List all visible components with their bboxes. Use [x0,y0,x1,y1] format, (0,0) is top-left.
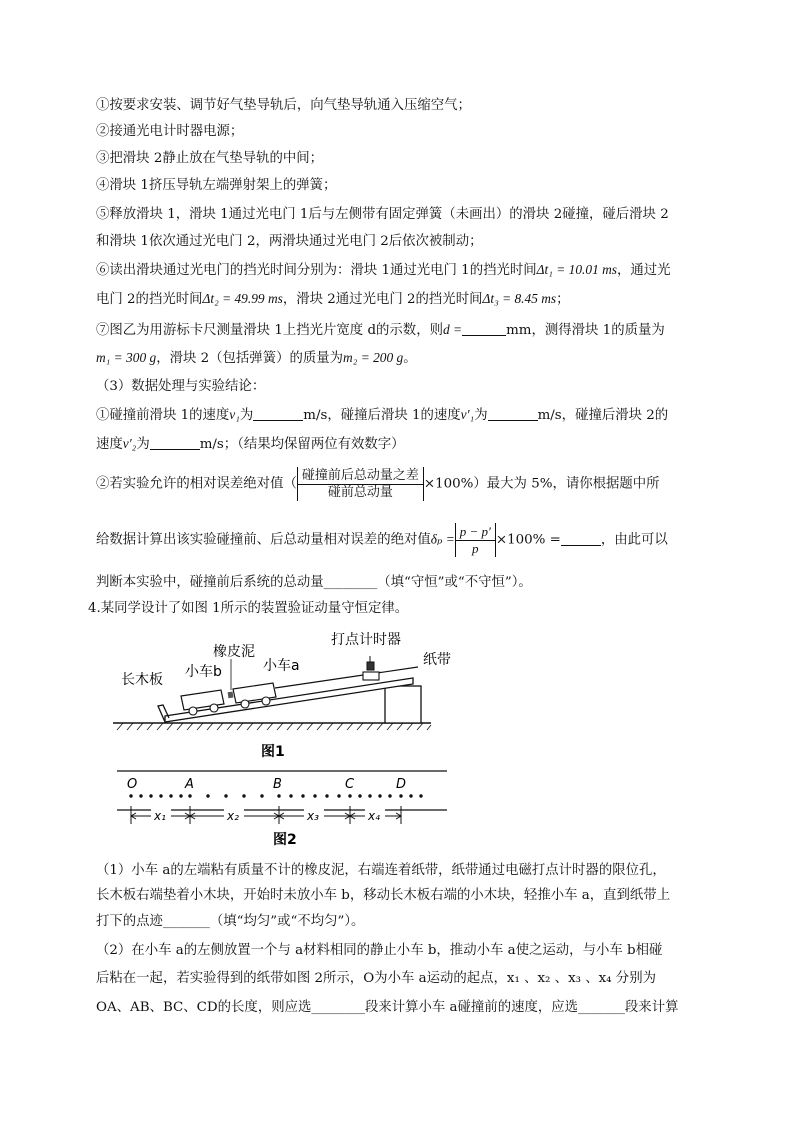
label-putty: 橡皮泥 [213,644,255,660]
part3-q1-line-2: 速度v′₂为 m/s；（结果均保留两位有效数字） [96,436,405,452]
label-tape: 纸带 [423,652,451,668]
q4-part2-line-3: OA、AB、BC、CD的长度，则应选________段来计算小车 a碰撞前的速度，应选_______段来计算 [96,1000,679,1015]
wooden-block [385,686,421,723]
segment-x3: x₃ [307,809,319,823]
segment-x2: x₂ [227,809,239,823]
mass-m1: m₁ = 300 g [96,350,157,365]
figure-2-tape [113,768,453,848]
segment-markers [131,806,401,824]
segment-x1: x₁ [154,809,166,823]
step-7-line-2: m₁ = 300 g，滑块 2（包括弹簧）的质量为m₂ = 200 g。 [96,350,417,366]
part3-heading: （3）数据处理与实验结论： [96,379,266,394]
step-6-line-1: ⑥读出滑块通过光电门的挡光时间分别为：滑块 1通过光电门 1的挡光时间Δt₁ = 10.01 ms，通过光 [96,262,671,278]
figure-1-caption: 图1 [261,744,285,760]
label-timer: 打点计时器 [331,632,401,648]
step-3: ③把滑块 2静止放在气垫导轨的中间； [96,151,324,166]
delta-t1: Δt₁ = 10.01 ms [536,262,617,277]
q4-part2-line-2: 后粘在一起，若实验得到的纸带如图 2所示，O为小车 a运动的起点，x₁ 、x₂ 、x₃ 、x₄ 分别为 [96,971,656,986]
answer-blank-v1-prime[interactable] [488,406,538,421]
q4-part2-line-1: （2）在小车 a的左侧放置一个与 a材料相同的静止小车 b，推动小车 a使之运动，与小车 b相碰 [96,943,663,958]
point-O: O [127,777,138,792]
part3-q2-line-3: 判断本实验中，碰撞前后系统的总动量________（填“守恒”或“不守恒”）。 [96,575,532,590]
dot-timer [363,656,379,680]
mass-m2: m₂ = 200 g [343,350,404,365]
tape-dots [129,794,422,797]
ground-hatching [117,723,431,730]
delta-t3: Δt₃ = 8.45 ms [482,291,557,306]
step-5-line-1: ⑤释放滑块 1，滑块 1通过光电门 1后与左侧带有固定弹簧（未画出）的滑块 2碰撞，碰后滑块 2 [96,207,669,222]
answer-blank-d[interactable] [462,321,506,336]
label-cart-a: 小车a [263,658,300,674]
answer-blank-v1[interactable] [253,406,303,421]
q4-part1-line-2: 长木板右端垫着小木块，开始时未放小车 b，移动长木板右端的小木块，轻推小车 a，直到纸带上 [96,888,671,903]
part3-q1-line-1: ①碰撞前滑块 1的速度v₁为 m/s，碰撞后滑块 1的速度v′₁为 m/s，碰撞后滑块 2的 [96,407,669,423]
q4-part1-line-3: 打下的点迹_______（填“均匀”或“不均匀”）。 [96,914,365,929]
label-board: 长木板 [121,672,163,688]
step-5-line-2: 和滑块 1依次通过光电门 2，两滑块通过光电门 2后依次被制动； [96,234,483,249]
answer-blank-v2-prime[interactable] [150,435,200,450]
point-C: C [345,777,355,792]
segment-x4: x₄ [368,809,380,823]
step-1: ①按要求安装、调节好气垫导轨后，向气垫导轨通入压缩空气； [96,98,471,113]
step-7-line-1: ⑦图乙为用游标卡尺测量滑块 1上挡光片宽度 d的示数，则d = mm，测得滑块 1的质量为 [96,322,665,338]
delta-p-fraction: $\frac{p - p'}{p}$ [456,524,495,557]
point-A: A [185,777,194,792]
figure-1-apparatus [113,626,451,766]
putty [228,692,234,699]
step-2: ②接通光电计时器电源； [96,124,244,139]
q4-part1-line-1: （1）小车 a的左端粘有质量不计的橡皮泥，右端连着纸带，纸带通过电磁打点计时器的限位孔， [96,863,666,878]
part3-q2-line-2: 给数据计算出该实验碰撞前、后总动量相对误差的绝对值δₚ = $\frac{p - p'}{p}$ ×100% = ，由此可以 [96,523,668,556]
question-4-title: 4.某同学设计了如图 1所示的装置验证动量守恒定律。 [88,601,409,616]
part3-q2-line-1: ②若实验允许的相对误差绝对值（ $\frac{\text{碰撞前后总动量之差}}{\text{碰前总动量}}$ ×100%）最大为 5%，请你根据题中所 [96,467,660,500]
delta-t2: Δt₂ = 49.99 ms [202,291,283,306]
step-4: ④滑块 1挤压导轨左端弹射架上的弹簧； [96,178,337,193]
relative-error-fraction: $\frac{\text{碰撞前后总动量之差}}{\text{碰前总动量}}$ [298,468,423,501]
point-D: D [396,777,407,792]
step-6-line-2: 电门 2的挡光时间Δt₂ = 49.99 ms，滑块 2通过光电门 2的挡光时间Δt₃ = 8.45 ms； [96,291,570,307]
answer-blank-delta-p[interactable] [561,531,601,546]
point-B: B [273,777,282,792]
figure-2-caption: 图2 [273,832,297,848]
label-cart-b: 小车b [185,664,222,680]
